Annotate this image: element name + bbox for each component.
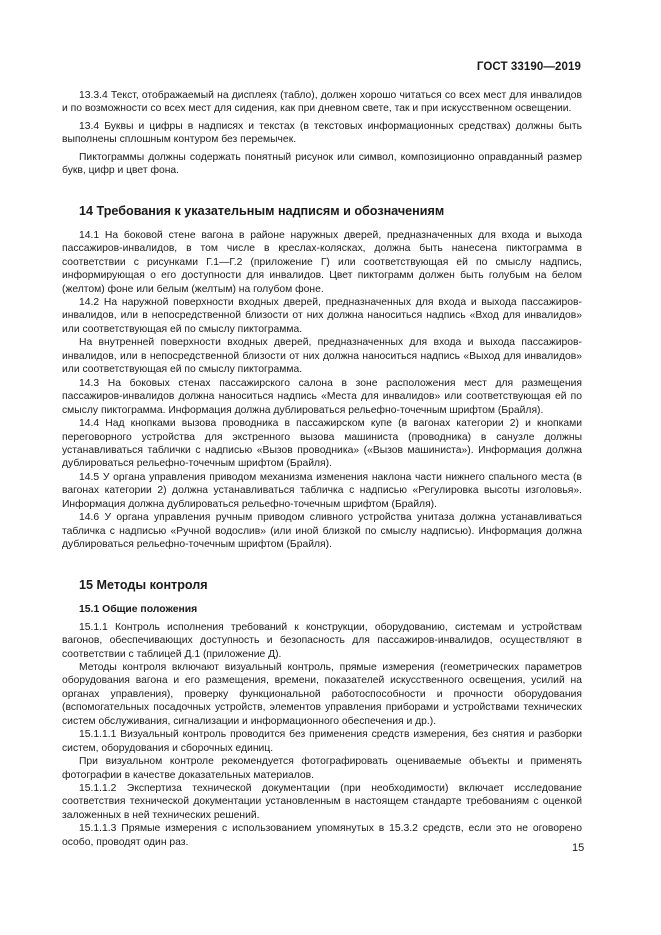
paragraph-photo-recommendation: При визуальном контроле рекомендуется фотографировать оцениваемые объекты и применять фотографии в качестве доказательных материалов. — [62, 756, 582, 781]
paragraph-control-methods: Методы контроля включают визуальный контроль, прямые измерения (геометрических параметров оборудования вагона и его размещения, времени, показателей искусственного освещения, усилий на органах управления), проверку функциональной работоспособности и прочности оборудования (вспомогательных посадочных устройств, элементов управления приборами и устройствами технических систем обслуживания, сигнализации и информационного обеспечения и др.). — [62, 661, 582, 727]
section-heading-14: 14 Требования к указательным надписям и обозначениям — [79, 203, 445, 218]
paragraph-14-5: 14.5 У органа управления приводом механизма изменения наклона части нижнего спального места (в вагонах категории 2) должна устанавливаться табличка с надписью «Регулировка высоты изголовья». Информация должна дублироваться рельефно-точечным шрифтом (Брайля). — [62, 471, 582, 510]
paragraph-14-3: 14.3 На боковых стенах пассажирского салона в зоне расположения мест для размещения пассажиров-инвалидов должна наноситься надпись «Места для инвалидов» или соответствующая ей по смыслу пиктограмма. Информация должна дублироваться рельефно-точечным шрифтом (Брайля). — [62, 377, 582, 416]
paragraph-14-6: 14.6 У органа управления ручным приводом сливного устройства унитаза должна устанавливаться табличка с надписью «Ручной водослив» (или иной близкой по смыслу надписью). Информация должна дублироваться рельефно-точечным шрифтом (Брайля). — [62, 512, 582, 551]
paragraph-15-1-1-2: 15.1.1.2 Экспертиза технической документации (при необходимости) включает исследование соответствия технической документации установленным в настоящем стандарте требованиям с оценкой заложенных в ней технических решений. — [62, 783, 582, 821]
paragraph-15-1-1-1: 15.1.1.1 Визуальный контроль проводится без применения средств измерения, без снятия и разборки систем, оборудования и сборочных единиц. — [62, 729, 582, 754]
paragraph-13-4: 13.4 Буквы и цифры в надписях и текстах (в текстовых информационных средствах) должны быть выполнены сплошным контуром без перемычек. — [62, 120, 582, 146]
paragraph-14-2-inner: На внутренней поверхности входных дверей, предназначенных для входа и выхода пассажиров-инвалидов, или в непосредственной близости от них должна наноситься надпись «Выход для инвалидов» или соответствующая ей по смыслу пиктограмма. — [62, 337, 582, 376]
subsection-heading-15-1: 15.1 Общие положения — [79, 603, 198, 615]
paragraph-pictograms: Пиктограммы должны содержать понятный рисунок или символ, композиционно оправданный размер букв, цифр и цвет фона. — [62, 151, 582, 177]
paragraph-13-3-4: 13.3.4 Текст, отображаемый на дисплеях (табло), должен хорошо читаться со всех мест для инвалидов и по возможности со всех мест для сидения, как при дневном свете, так и при искусственном освещении. — [62, 90, 582, 115]
paragraph-14-2: 14.2 На наружной поверхности входных дверей, предназначенных для входа и выхода пассажиров-инвалидов, или в непосредственной близости от них должна наноситься надпись «Вход для инвалидов» или соответствующая ей по смыслу пиктограмма. — [62, 296, 582, 335]
section-heading-15: 15 Методы контроля — [79, 577, 208, 592]
document-code: ГОСТ 33190—2019 — [476, 61, 581, 73]
page-number: 15 — [572, 842, 585, 854]
paragraph-15-1-1: 15.1.1 Контроль исполнения требований к конструкции, оборудованию, системам и устройствам вагонов, обеспечивающих доступность и безопасность для пассажиров-инвалидов, осуществляют в соответствии с таблицей Д.1 (приложение Д). — [62, 621, 582, 660]
paragraph-14-4: 14.4 Над кнопками вызова проводника в пассажирском купе (в вагонах категории 2) и кнопками переговорного устройства для экстренного вызова машиниста (проводника) в санузле должны устанавливаться таблички с надписью «Вызов проводника» («Вызов машиниста»). Информация должна дублироваться рельефно-точечным шрифтом (Брайля). — [62, 418, 582, 470]
paragraph-15-1-1-3: 15.1.1.3 Прямые измерения с использованием упомянутых в 15.3.2 средств, если это не оговорено особо, проводят один раз. — [62, 823, 582, 848]
document-body — [62, 89, 582, 849]
paragraph-14-1: 14.1 На боковой стене вагона в районе наружных дверей, предназначенных для входа и выхода пассажиров-инвалидов, в том числе в креслах-колясках, должна быть нанесена пиктограмма в соответствии с рисунками Г.1—Г.2 (приложение Г) или соответствующая ей по смыслу надпись, информирующая о его доступности для инвалидов. Цвет пиктограмм должен быть голубым на белом (желтом) фоне или белым (желтым) на голубом фоне. — [62, 229, 582, 295]
